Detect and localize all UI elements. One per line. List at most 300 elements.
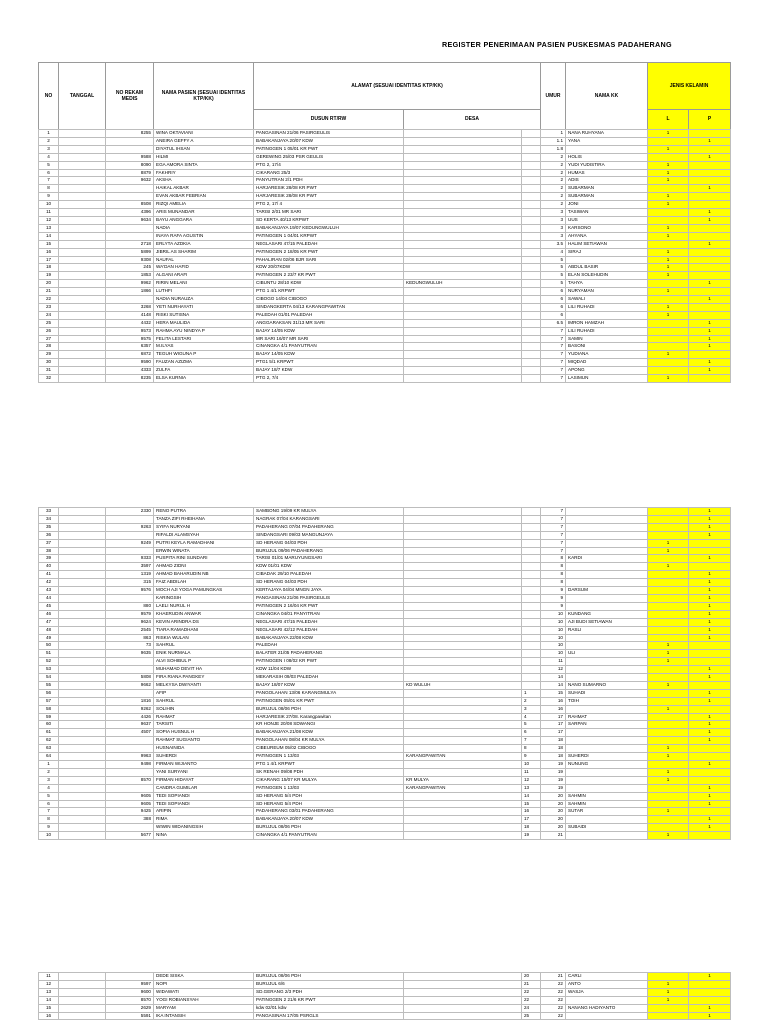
cell-jk-p: 1 [689, 185, 731, 193]
cell-desa [404, 761, 522, 769]
cell-nama-pasien: ERLYTA AZDKIA [154, 240, 254, 248]
cell-no-rekam-medis: 315 [106, 579, 154, 587]
cell-nama-pasien: BAYU ANGGARA [154, 216, 254, 224]
cell-no: 26 [39, 327, 59, 335]
cell-jk-p [689, 681, 731, 689]
cell-umur: 9 [541, 594, 566, 602]
cell-desa [404, 1004, 522, 1012]
cell-desa-no: 4 [522, 713, 541, 721]
cell-dusun: PATINGGEN 2 16/04 KR PWT [254, 602, 404, 610]
cell-nama-pasien: RAHMA AYU NINDYA P [154, 327, 254, 335]
cell-dusun: CIBADAK 29/10 PALEDAH [254, 571, 404, 579]
cell-umur: 22 [541, 988, 566, 996]
cell-nama-pasien: HAIKAL AKBAR [154, 185, 254, 193]
cell-dusun: PANGASINAN 17/05 PSRGLS [254, 1012, 404, 1020]
cell-desa [404, 973, 522, 981]
cell-umur: 5 [541, 256, 566, 264]
cell-jk-p [689, 988, 731, 996]
table-row [39, 563, 731, 571]
cell-desa [404, 523, 522, 531]
cell-nama-kk [566, 768, 648, 776]
cell-no-rekam-medis [106, 145, 154, 153]
cell-tanggal [59, 531, 106, 539]
cell-jk-p: 1 [689, 359, 731, 367]
cell-desa-no [522, 153, 541, 161]
cell-jk-l [648, 721, 689, 729]
cell-no-rekam-medis: 9425 [106, 808, 154, 816]
cell-jk-l [648, 610, 689, 618]
cell-umur: 7 [541, 351, 566, 359]
cell-no-rekam-medis: 9635 [106, 650, 154, 658]
cell-jk-l [648, 359, 689, 367]
cell-dusun: PANGASINAN 21/06 PASIRGEULIS [254, 594, 404, 602]
cell-nama-kk: NURYAMAN [566, 288, 648, 296]
table-row [39, 240, 731, 248]
document-title: REGISTER PENERIMAAN PASIEN PUSKESMAS PADAHERANG [442, 40, 672, 49]
cell-nama-kk: YUDIANA [566, 351, 648, 359]
cell-desa-no [522, 193, 541, 201]
cell-nama-kk: UUS [566, 216, 648, 224]
cell-nama-kk: TASIWAN [566, 209, 648, 217]
cell-nama-pasien: FIRMAN WIJIANTO [154, 761, 254, 769]
cell-desa-no: 1 [522, 689, 541, 697]
cell-jk-l [648, 737, 689, 745]
cell-umur: 15 [541, 689, 566, 697]
cell-nama-pasien: SOLIHIN [154, 705, 254, 713]
cell-jk-l [648, 185, 689, 193]
cell-no: 31 [39, 367, 59, 375]
cell-umur: 3 [541, 224, 566, 232]
cell-dusun: PATINGGEN 1 05/01 KR PWT [254, 145, 404, 153]
cell-jk-l [648, 618, 689, 626]
cell-no: 21 [39, 288, 59, 296]
cell-umur: 20 [541, 808, 566, 816]
cell-desa-no: 21 [522, 980, 541, 988]
cell-jk-l [648, 973, 689, 981]
cell-dusun: BURUJUL 08/06 PDH [254, 824, 404, 832]
cell-no: 13 [39, 988, 59, 996]
cell-jk-l [648, 713, 689, 721]
cell-desa-no [522, 161, 541, 169]
cell-dusun: PATINGGEN 1 13/03 [254, 784, 404, 792]
cell-umur: 10 [541, 634, 566, 642]
cell-umur: 19 [541, 761, 566, 769]
cell-dusun: BABAKANJAYA 21/08 KDW [254, 729, 404, 737]
cell-tanggal [59, 177, 106, 185]
cell-nama-kk [566, 256, 648, 264]
cell-nama-kk: HUMAS [566, 169, 648, 177]
cell-dusun: CIKARANG 15/07 KR MULYA [254, 776, 404, 784]
cell-jk-p: 1 [689, 824, 731, 832]
cell-no: 7 [39, 808, 59, 816]
cell-nama-kk [566, 571, 648, 579]
table-row [39, 280, 731, 288]
cell-jk-p [689, 996, 731, 1004]
cell-nama-kk: RAHMAT [566, 713, 648, 721]
cell-tanggal [59, 563, 106, 571]
cell-nama-pasien: INAYA RAFA AGUSTIN [154, 232, 254, 240]
cell-no-rekam-medis: 8090 [106, 161, 154, 169]
cell-umur: 18 [541, 737, 566, 745]
cell-desa-no: 10 [522, 761, 541, 769]
cell-desa-no [522, 555, 541, 563]
cell-nama-kk: LASIMUN [566, 375, 648, 383]
table-row [39, 367, 731, 375]
table-row [39, 988, 731, 996]
table-row [39, 169, 731, 177]
cell-no: 4 [39, 153, 59, 161]
table-row [39, 319, 731, 327]
cell-desa [404, 832, 522, 840]
cell-jk-p: 1 [689, 153, 731, 161]
table-row [39, 980, 731, 988]
table-row [39, 547, 731, 555]
cell-desa-no [522, 319, 541, 327]
cell-tanggal [59, 816, 106, 824]
cell-desa [404, 193, 522, 201]
cell-jk-l [648, 824, 689, 832]
cell-desa [404, 674, 522, 682]
cell-tanggal [59, 610, 106, 618]
cell-nama-pasien: HUSNAINIDA [154, 745, 254, 753]
cell-tanggal [59, 248, 106, 256]
cell-nama-pasien: SOPIA HUSNUL H [154, 729, 254, 737]
table-row [39, 145, 731, 153]
cell-tanggal [59, 784, 106, 792]
cell-no: 43 [39, 587, 59, 595]
cell-desa-no: 16 [522, 808, 541, 816]
cell-no: 36 [39, 531, 59, 539]
table-row [39, 594, 731, 602]
cell-nama-kk: NANO SUMARNO [566, 681, 648, 689]
cell-desa [404, 555, 522, 563]
cell-jk-p [689, 375, 731, 383]
cell-tanggal [59, 508, 106, 516]
cell-dusun: HARJARESIK 27/08. Karangpawitan [254, 713, 404, 721]
cell-desa-no [522, 579, 541, 587]
table-row [39, 737, 731, 745]
cell-nama-kk [566, 311, 648, 319]
cell-jk-p: 1 [689, 296, 731, 304]
cell-tanggal [59, 224, 106, 232]
cell-nama-kk: MIQDAD [566, 359, 648, 367]
cell-desa-no [522, 177, 541, 185]
cell-umur: 10 [541, 650, 566, 658]
cell-desa-no [522, 240, 541, 248]
cell-nama-kk: SIRAJ [566, 248, 648, 256]
table-row [39, 816, 731, 824]
table-row [39, 185, 731, 193]
cell-desa [404, 579, 522, 587]
cell-jk-p: 1 [689, 209, 731, 217]
cell-tanggal [59, 280, 106, 288]
cell-nama-kk: SAHMIN [566, 792, 648, 800]
cell-dusun: BABAKANJAYA 20/07 KDW [254, 137, 404, 145]
cell-nama-pasien: IKA INTANSIH [154, 1012, 254, 1020]
cell-umur: 18 [541, 753, 566, 761]
cell-umur: 18 [541, 745, 566, 753]
cell-tanggal [59, 602, 106, 610]
cell-nama-kk: ULI [566, 650, 648, 658]
cell-desa [404, 508, 522, 516]
cell-no-rekam-medis: 9333 [106, 555, 154, 563]
cell-nama-kk: ADIS [566, 177, 648, 185]
cell-jk-l: 1 [648, 177, 689, 185]
cell-nama-pasien: NADIA [154, 224, 254, 232]
cell-desa [404, 311, 522, 319]
cell-tanggal [59, 375, 106, 383]
cell-jk-p: 1 [689, 666, 731, 674]
cell-desa-no [522, 256, 541, 264]
cell-dusun: MEKARASIH 09/03 PALEDAH [254, 674, 404, 682]
table-row [39, 689, 731, 697]
header-jenis-kelamin: JENIS KELAMIN [648, 63, 731, 110]
cell-jk-p [689, 547, 731, 555]
cell-nama-kk [566, 737, 648, 745]
cell-nama-kk: AJI BUDI SETIAWAN [566, 618, 648, 626]
cell-nama-pasien: KHAERUDIN ANWAR [154, 610, 254, 618]
cell-desa [404, 800, 522, 808]
cell-jk-p [689, 161, 731, 169]
cell-jk-p [689, 768, 731, 776]
cell-no-rekam-medis: 2718 [106, 240, 154, 248]
cell-umur: 7 [541, 531, 566, 539]
table-row [39, 650, 731, 658]
cell-tanggal [59, 642, 106, 650]
cell-umur: 10 [541, 610, 566, 618]
cell-no-rekam-medis: 9590 [106, 359, 154, 367]
cell-nama-kk [566, 145, 648, 153]
cell-tanggal [59, 800, 106, 808]
cell-no: 18 [39, 264, 59, 272]
cell-desa [404, 563, 522, 571]
cell-umur: 1 [541, 130, 566, 138]
cell-jk-p [689, 264, 731, 272]
cell-desa-no [522, 523, 541, 531]
table-row [39, 296, 731, 304]
cell-nama-kk: DARSUM [566, 587, 648, 595]
cell-desa [404, 375, 522, 383]
cell-desa [404, 745, 522, 753]
cell-no-rekam-medis [106, 185, 154, 193]
cell-nama-pasien: PUTRI KEYLA RAMADHANI [154, 539, 254, 547]
cell-desa [404, 335, 522, 343]
cell-tanggal [59, 264, 106, 272]
cell-no-rekam-medis: 9605 [106, 800, 154, 808]
cell-desa-no [522, 658, 541, 666]
table-row [39, 311, 731, 319]
cell-dusun: PANGASINAN 21/06 PASIRGEULIS [254, 130, 404, 138]
cell-desa-no [522, 594, 541, 602]
cell-no: 5 [39, 792, 59, 800]
cell-jk-l: 1 [648, 130, 689, 138]
cell-desa [404, 618, 522, 626]
cell-no-rekam-medis: 4432 [106, 319, 154, 327]
cell-dusun: BURUJUL 08/06 PDH [254, 705, 404, 713]
cell-dusun: BAJAY 14/05 KDW [254, 351, 404, 359]
cell-tanggal [59, 359, 106, 367]
cell-dusun: NEGLASARI 42/12 PALEDAH [254, 626, 404, 634]
cell-umur: 2 [541, 169, 566, 177]
table-row [39, 571, 731, 579]
cell-jk-l [648, 216, 689, 224]
cell-desa-no [522, 642, 541, 650]
cell-dusun: BURUJUL 09/06 PADAHERANG [254, 547, 404, 555]
cell-nama-pasien: WIDAWATI [154, 988, 254, 996]
cell-no-rekam-medis [106, 745, 154, 753]
cell-umur: 5 [541, 272, 566, 280]
cell-desa-no: 25 [522, 1012, 541, 1020]
cell-no-rekam-medis: 9575 [106, 335, 154, 343]
cell-nama-pasien: ENIK NURMALA [154, 650, 254, 658]
cell-nama-kk [566, 729, 648, 737]
cell-desa-no [522, 602, 541, 610]
cell-jk-l [648, 531, 689, 539]
cell-desa-no: 8 [522, 745, 541, 753]
cell-dusun: TARISI 2/01 MR SARI [254, 209, 404, 217]
table-row [39, 832, 731, 840]
cell-umur: 17 [541, 713, 566, 721]
cell-desa-no: 22 [522, 988, 541, 996]
cell-nama-pasien: RENO PUTRA [154, 508, 254, 516]
cell-no: 7 [39, 177, 59, 185]
cell-tanggal [59, 587, 106, 595]
cell-no: 61 [39, 729, 59, 737]
table-row [39, 343, 731, 351]
cell-no-rekam-medis: 9588 [106, 153, 154, 161]
cell-tanggal [59, 705, 106, 713]
cell-nama-kk: KARDI [566, 555, 648, 563]
cell-jk-p [689, 563, 731, 571]
cell-nama-pasien: RIRIN MELANI [154, 280, 254, 288]
cell-desa [404, 248, 522, 256]
cell-desa [404, 240, 522, 248]
cell-no: 10 [39, 832, 59, 840]
cell-tanggal [59, 523, 106, 531]
cell-jk-l [648, 800, 689, 808]
table-row [39, 1012, 731, 1020]
cell-no-rekam-medis: 9600 [106, 988, 154, 996]
cell-desa [404, 737, 522, 745]
cell-no-rekam-medis: 3597 [106, 563, 154, 571]
cell-nama-kk [566, 666, 648, 674]
cell-no: 44 [39, 594, 59, 602]
cell-tanggal [59, 681, 106, 689]
cell-desa [404, 351, 522, 359]
cell-jk-l: 1 [648, 248, 689, 256]
cell-jk-l: 1 [648, 980, 689, 988]
cell-no: 14 [39, 996, 59, 1004]
cell-nama-pasien: WINA OKTAVIANI [154, 130, 254, 138]
cell-dusun: PATINGGEN 1 13/03 [254, 753, 404, 761]
cell-jk-l [648, 674, 689, 682]
cell-tanggal [59, 240, 106, 248]
cell-no-rekam-medis: 9263 [106, 523, 154, 531]
cell-no: 46 [39, 610, 59, 618]
cell-umur: 2 [541, 193, 566, 201]
cell-tanggal [59, 650, 106, 658]
cell-jk-p [689, 642, 731, 650]
cell-umur: 7 [541, 539, 566, 547]
cell-jk-p [689, 832, 731, 840]
cell-nama-pasien: EVAN AKBAR FEBRIAN [154, 193, 254, 201]
cell-desa [404, 539, 522, 547]
cell-umur: 8 [541, 579, 566, 587]
cell-nama-pasien: WIWIN WIDANINGSIH [154, 824, 254, 832]
cell-jk-p: 1 [689, 816, 731, 824]
cell-jk-p: 1 [689, 761, 731, 769]
cell-nama-kk [566, 508, 648, 516]
cell-no-rekam-medis: 4148 [106, 311, 154, 319]
header-l: L [648, 110, 689, 130]
cell-desa-no [522, 232, 541, 240]
cell-desa [404, 792, 522, 800]
header-p: P [689, 110, 731, 130]
cell-nama-kk: SUHERDI [566, 753, 648, 761]
cell-dusun: BABAKANJAYA 22/08 KDW [254, 634, 404, 642]
cell-desa [404, 515, 522, 523]
cell-dusun: BURUJUL 6/6 [254, 980, 404, 988]
cell-nama-kk: WASJA [566, 988, 648, 996]
cell-umur: 3.5 [541, 240, 566, 248]
cell-jk-p [689, 169, 731, 177]
cell-jk-l [648, 137, 689, 145]
cell-nama-kk: CARLI [566, 973, 648, 981]
cell-desa [404, 594, 522, 602]
cell-desa-no [522, 571, 541, 579]
cell-jk-p: 1 [689, 1004, 731, 1012]
cell-jk-l [648, 335, 689, 343]
cell-desa-no [522, 563, 541, 571]
cell-jk-l [648, 280, 689, 288]
cell-dusun: SAMBONG 19/09 KR MULYA [254, 508, 404, 516]
cell-jk-l: 1 [648, 681, 689, 689]
cell-dusun: PTG1 5/1 KRPWT [254, 359, 404, 367]
cell-umur: 1.8 [541, 145, 566, 153]
cell-desa-no [522, 508, 541, 516]
cell-jk-l: 1 [648, 547, 689, 555]
cell-umur: 20 [541, 800, 566, 808]
cell-nama-kk: SUBARMAN [566, 193, 648, 201]
cell-dusun: PADAHERANG 03/01 PADAHERANG [254, 808, 404, 816]
cell-tanggal [59, 296, 106, 304]
cell-tanggal [59, 539, 106, 547]
cell-umur: 19 [541, 784, 566, 792]
cell-jk-p: 1 [689, 626, 731, 634]
cell-no: 55 [39, 681, 59, 689]
cell-umur: 20 [541, 792, 566, 800]
cell-nama-pasien: ZULFA [154, 367, 254, 375]
cell-jk-l: 1 [648, 311, 689, 319]
cell-desa [404, 689, 522, 697]
cell-umur: 22 [541, 996, 566, 1004]
cell-no-rekam-medis: 6872 [106, 351, 154, 359]
cell-dusun: PATINGGEN 2 21/6 KR PWT [254, 996, 404, 1004]
cell-no-rekam-medis [106, 547, 154, 555]
cell-nama-pasien: ALGANI ARAFI [154, 272, 254, 280]
cell-nama-pasien: HILMI [154, 153, 254, 161]
cell-nama-pasien: SAHRUL [154, 697, 254, 705]
cell-nama-pasien: YOGI ROBIANSYAH [154, 996, 254, 1004]
cell-desa: KD WULUH [404, 681, 522, 689]
cell-no: 48 [39, 626, 59, 634]
cell-umur: 11 [541, 658, 566, 666]
cell-dusun: kdw 02/01 kdw [254, 1004, 404, 1012]
table-row [39, 602, 731, 610]
cell-umur: 10 [541, 618, 566, 626]
cell-jk-l: 1 [648, 776, 689, 784]
table-row [39, 555, 731, 563]
